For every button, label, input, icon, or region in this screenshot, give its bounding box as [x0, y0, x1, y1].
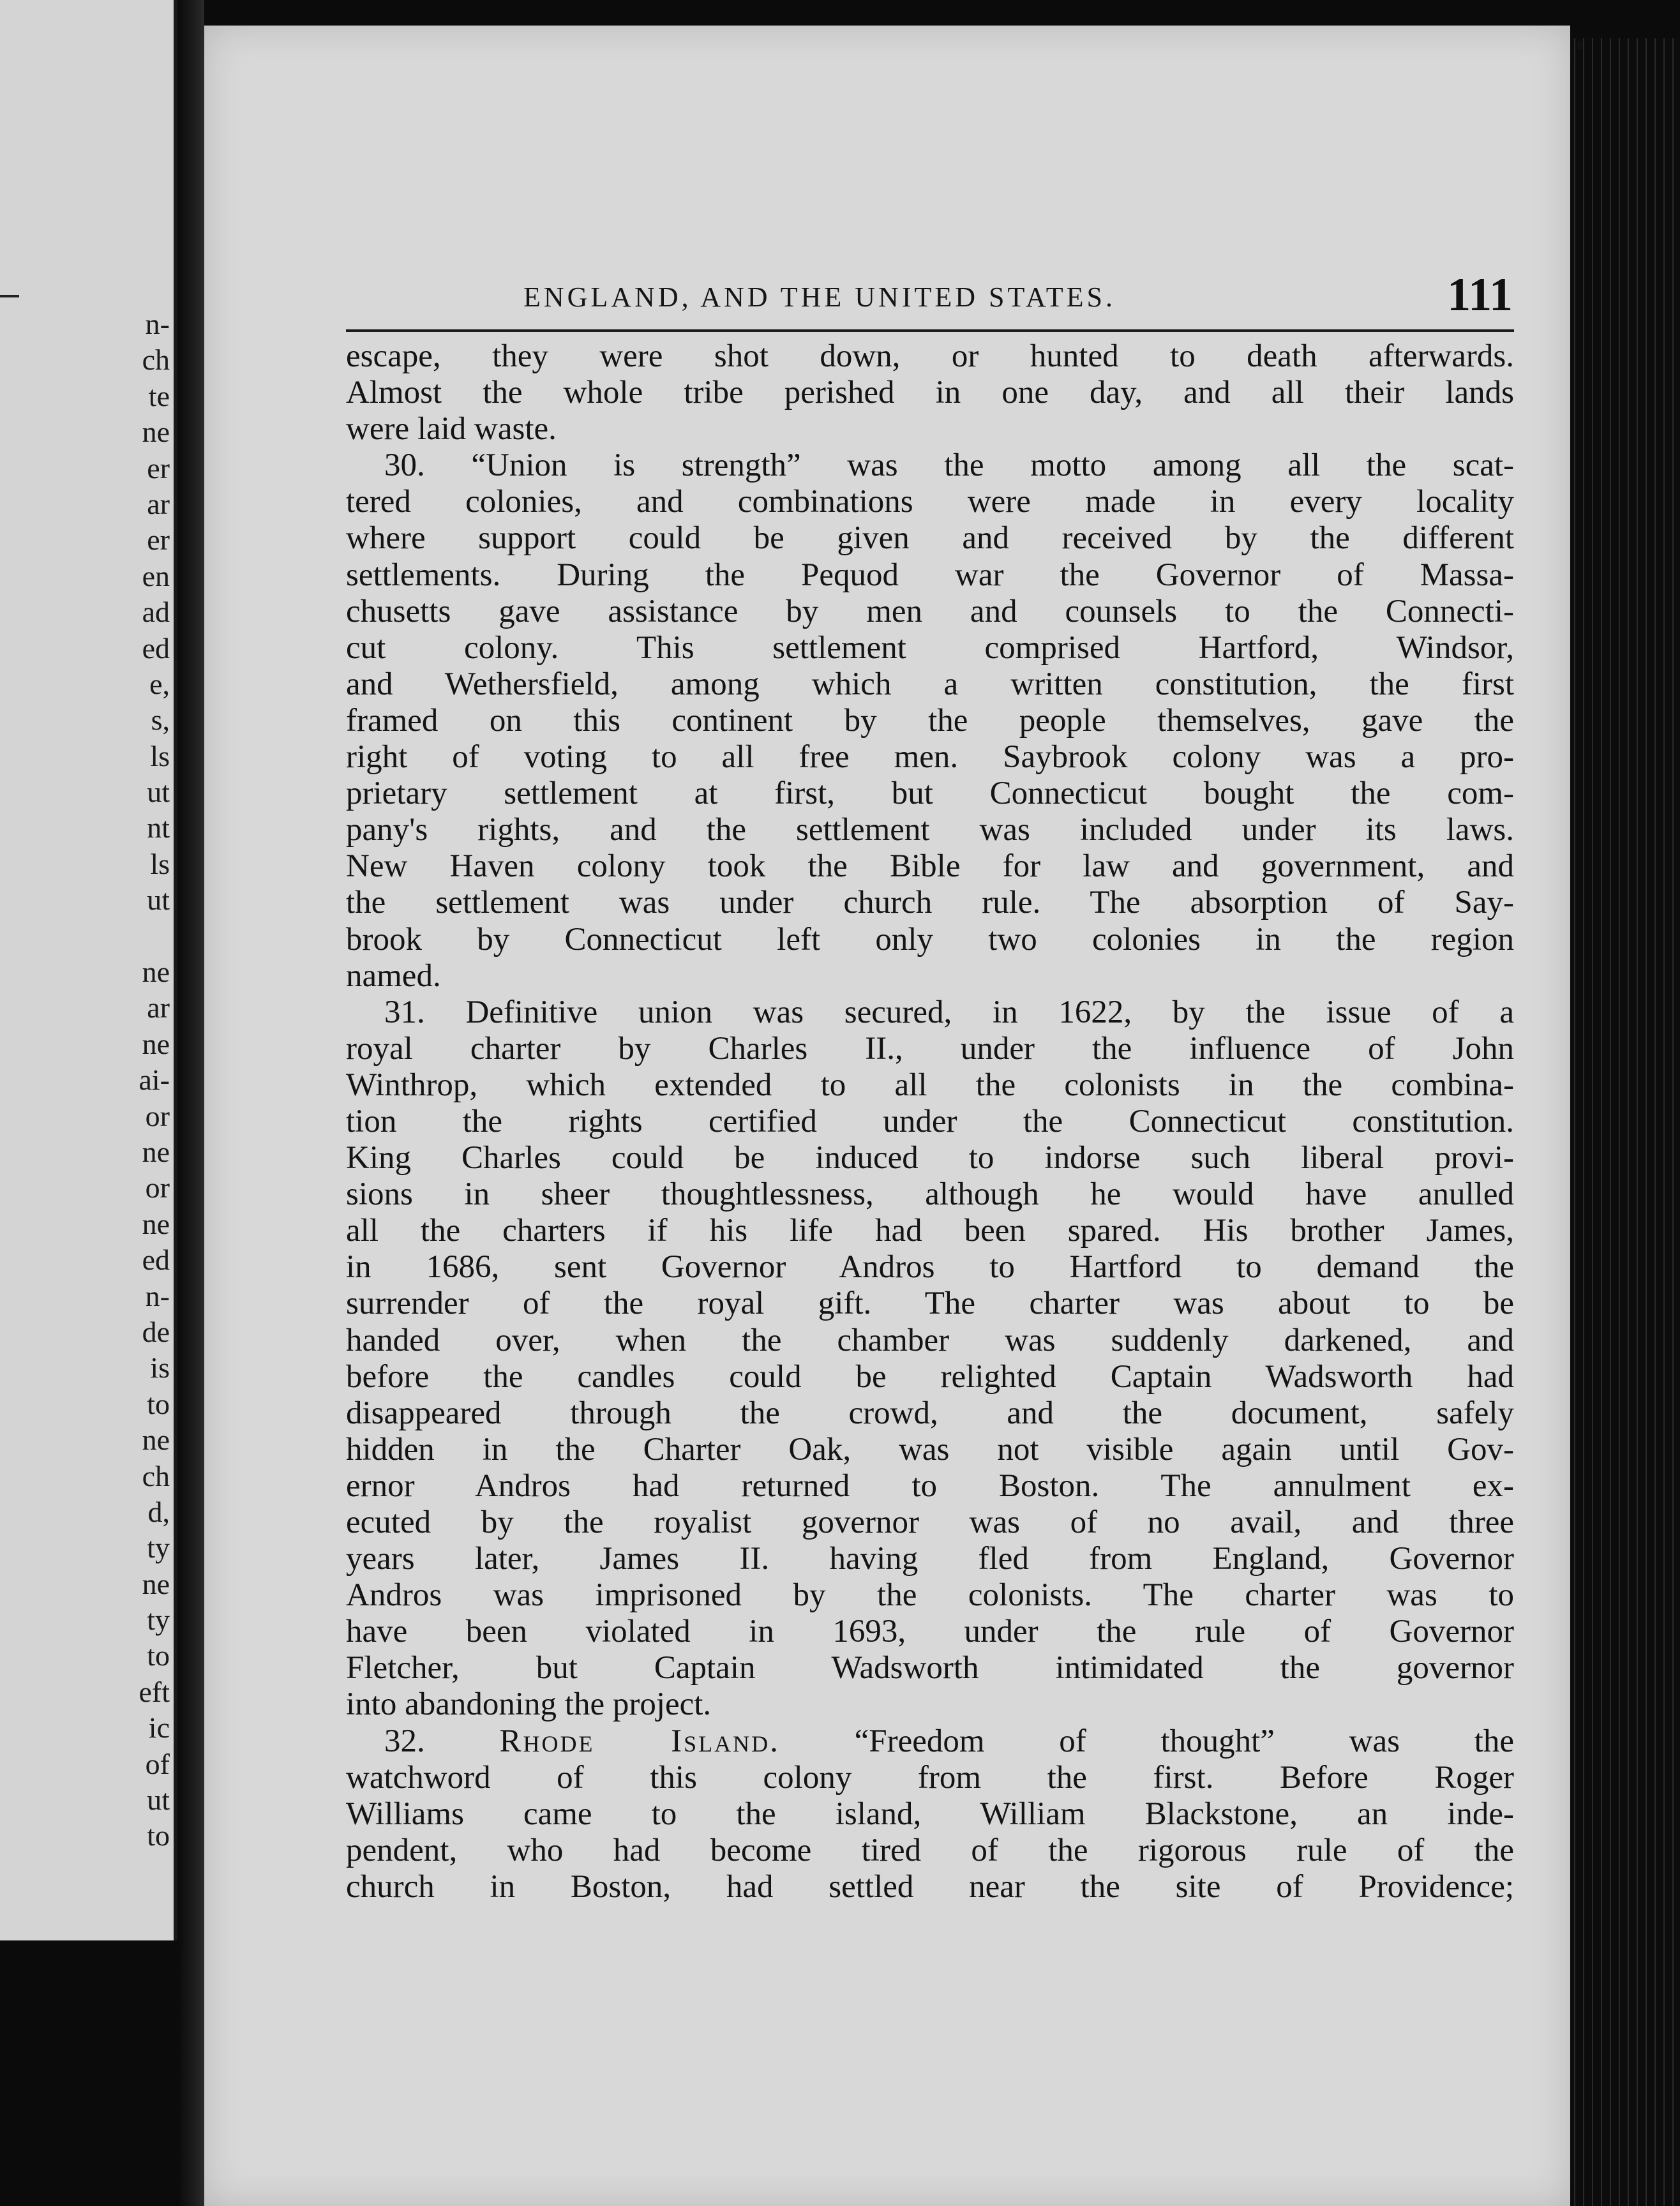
previous-page-fragment: ls — [150, 847, 170, 880]
text-line: Williams came to the island, William Blackstone, an inde- — [346, 1796, 1514, 1832]
previous-page-fragment: ne — [142, 1027, 170, 1060]
text-line: were laid waste. — [346, 411, 557, 447]
previous-page-fragment: ar — [147, 487, 170, 520]
text-line: where support could be given and received by the different — [346, 520, 1514, 557]
text-line: chusetts gave assistance by men and counsels to the Connecti- — [346, 593, 1514, 629]
text-line: watchword of this colony from the first. Before Roger — [346, 1759, 1514, 1796]
previous-page-fragment: te — [148, 379, 170, 412]
previous-page-fragment: to — [147, 1639, 170, 1672]
page-edges — [1570, 38, 1680, 2206]
previous-page-strip — [0, 0, 177, 1940]
running-head-title: ENGLAND, AND THE UNITED STATES. — [523, 281, 1116, 313]
text-line: tion the rights certified under the Connecticut constitution. — [346, 1103, 1514, 1139]
previous-page-fragment: ne — [142, 416, 170, 449]
text-line: cut colony. This settlement comprised Hartford, Windsor, — [346, 629, 1514, 666]
text-line: before the candles could be relighted Captain Wadsworth had — [346, 1358, 1514, 1395]
previous-page-fragment: en — [142, 559, 170, 592]
page-number: 111 — [1447, 269, 1513, 321]
text-line: disappeared through the crowd, and the document, safely — [346, 1395, 1514, 1431]
text-line: handed over, when the chamber was suddenly darkened, and — [346, 1322, 1514, 1358]
text-line: named. — [346, 957, 441, 994]
previous-page-fragment: ut — [147, 883, 170, 917]
previous-page-fragment: nt — [147, 811, 170, 844]
text-line: all the charters if his life had been spared. His brother James, — [346, 1213, 1514, 1249]
previous-page-fragment: d, — [147, 1495, 170, 1528]
section-heading-rhode-island: Rhode Island. — [499, 1723, 780, 1759]
previous-page-fragment: de — [142, 1315, 170, 1348]
previous-page-fragment: to — [147, 1819, 170, 1852]
text-line: have been violated in 1693, under the rule of Governor — [346, 1614, 1514, 1650]
text-line: pendent, who had become tired of the rigorous rule of the — [346, 1832, 1514, 1868]
previous-page-fragment: ut — [147, 776, 170, 809]
text-line: and Wethersfield, among which a written constitution, the first — [346, 666, 1514, 702]
text-line: King Charles could be induced to indorse such liberal provi- — [346, 1140, 1514, 1176]
previous-page-fragment: ic — [148, 1711, 170, 1745]
book-gutter — [177, 0, 204, 2206]
previous-page-fragment: is — [150, 1351, 170, 1384]
body-text — [346, 338, 1514, 1905]
previous-page-fragment: s, — [151, 703, 170, 737]
previous-page-fragment: or — [145, 1099, 170, 1132]
text-line: Fletcher, but Captain Wadsworth intimidated the governor — [346, 1650, 1514, 1686]
previous-page-fragment: ai- — [139, 1063, 170, 1097]
text-line: pany's rights, and the settlement was included under its laws. — [346, 812, 1514, 848]
previous-page-fragment: ad — [142, 596, 170, 629]
previous-page-fragment: e, — [149, 667, 170, 700]
previous-page-fragment: n- — [145, 1279, 170, 1312]
text-line: church in Boston, had settled near the site of Providence; — [346, 1868, 1514, 1905]
previous-page-fragment: of — [145, 1747, 170, 1780]
text-line: the settlement was under church rule. The absorption of Say- — [346, 885, 1514, 921]
text-line: settlements. During the Pequod war the Governor of Massa- — [346, 557, 1514, 593]
previous-page-rule — [0, 295, 19, 297]
text-line: royal charter by Charles II., under the influence of John — [346, 1030, 1514, 1067]
previous-page-fragment: ty — [147, 1531, 170, 1564]
previous-page-fragment: ar — [147, 991, 170, 1024]
previous-page-fragment: ed — [142, 1243, 170, 1277]
previous-page-fragment: ut — [147, 1783, 170, 1817]
edge-mark — [1577, 41, 1583, 50]
section-number: 32. — [384, 1723, 425, 1759]
previous-page-fragment: ty — [147, 1603, 170, 1637]
previous-page-fragment: ne — [142, 1567, 170, 1600]
paragraph-30-start: 30. “Union is strength” was the motto among all the scat- — [384, 447, 1514, 484]
previous-page-fragment: ch — [142, 1459, 170, 1492]
section-32-text: “Freedom of thought” was the — [854, 1723, 1514, 1759]
previous-page-fragment: eft — [139, 1675, 170, 1708]
book-page — [204, 26, 1570, 2206]
previous-page-fragment: ed — [142, 631, 170, 664]
previous-page-fragment: er — [147, 451, 170, 484]
text-line: framed on this continent by the people themselves, gave the — [346, 702, 1514, 739]
previous-page-fragment: er — [147, 523, 170, 557]
previous-page-fragment: ne — [142, 956, 170, 989]
text-line: years later, James II. having fled from England, Governor — [346, 1541, 1514, 1577]
text-line: ernor Andros had returned to Boston. The annulment ex- — [346, 1467, 1514, 1504]
previous-page-fragment: ne — [142, 1207, 170, 1240]
paragraph-31-start: 31. Definitive union was secured, in 1622, by the issue of a — [384, 994, 1514, 1030]
running-head — [204, 255, 1570, 326]
text-line: ecuted by the royalist governor was of no avail, and three — [346, 1504, 1514, 1540]
previous-page-fragment — [0, 919, 174, 954]
text-line: surrender of the royal gift. The charter was about to be — [346, 1286, 1514, 1322]
text-line: New Haven colony took the Bible for law and government, and — [346, 848, 1514, 885]
text-line: Winthrop, which extended to all the colonists in the combina- — [346, 1067, 1514, 1103]
text-line: prietary settlement at first, but Connecticut bought the com- — [346, 776, 1514, 812]
text-line: escape, they were shot down, or hunted to death afterwards. — [346, 338, 1514, 374]
text-line: brook by Connecticut left only two colonies in the region — [346, 921, 1514, 957]
text-line: in 1686, sent Governor Andros to Hartford to demand the — [346, 1249, 1514, 1286]
text-line: Almost the whole tribe perished in one day, and all their lands — [346, 375, 1514, 411]
text-line: right of voting to all free men. Saybrook colony was a pro- — [346, 739, 1514, 776]
previous-page-text-fragments — [0, 306, 174, 1854]
text-line: Andros was imprisoned by the colonists. The charter was to — [346, 1577, 1514, 1614]
paragraph-32-start — [346, 1723, 1514, 1760]
header-rule — [346, 329, 1514, 332]
previous-page-fragment: to — [147, 1387, 170, 1420]
previous-page-fragment: n- — [145, 308, 170, 340]
previous-page-fragment: or — [145, 1171, 170, 1204]
previous-page-fragment: ch — [142, 343, 170, 377]
text-line: sions in sheer thoughtlessness, although he would have anulled — [346, 1176, 1514, 1213]
previous-page-fragment: ne — [142, 1423, 170, 1457]
text-line: tered colonies, and combinations were made in every locality — [346, 484, 1514, 520]
previous-page-fragment: ls — [150, 739, 170, 772]
text-line: hidden in the Charter Oak, was not visible again until Gov- — [346, 1431, 1514, 1467]
previous-page-fragment: ne — [142, 1135, 170, 1168]
text-line: into abandoning the project. — [346, 1686, 712, 1723]
